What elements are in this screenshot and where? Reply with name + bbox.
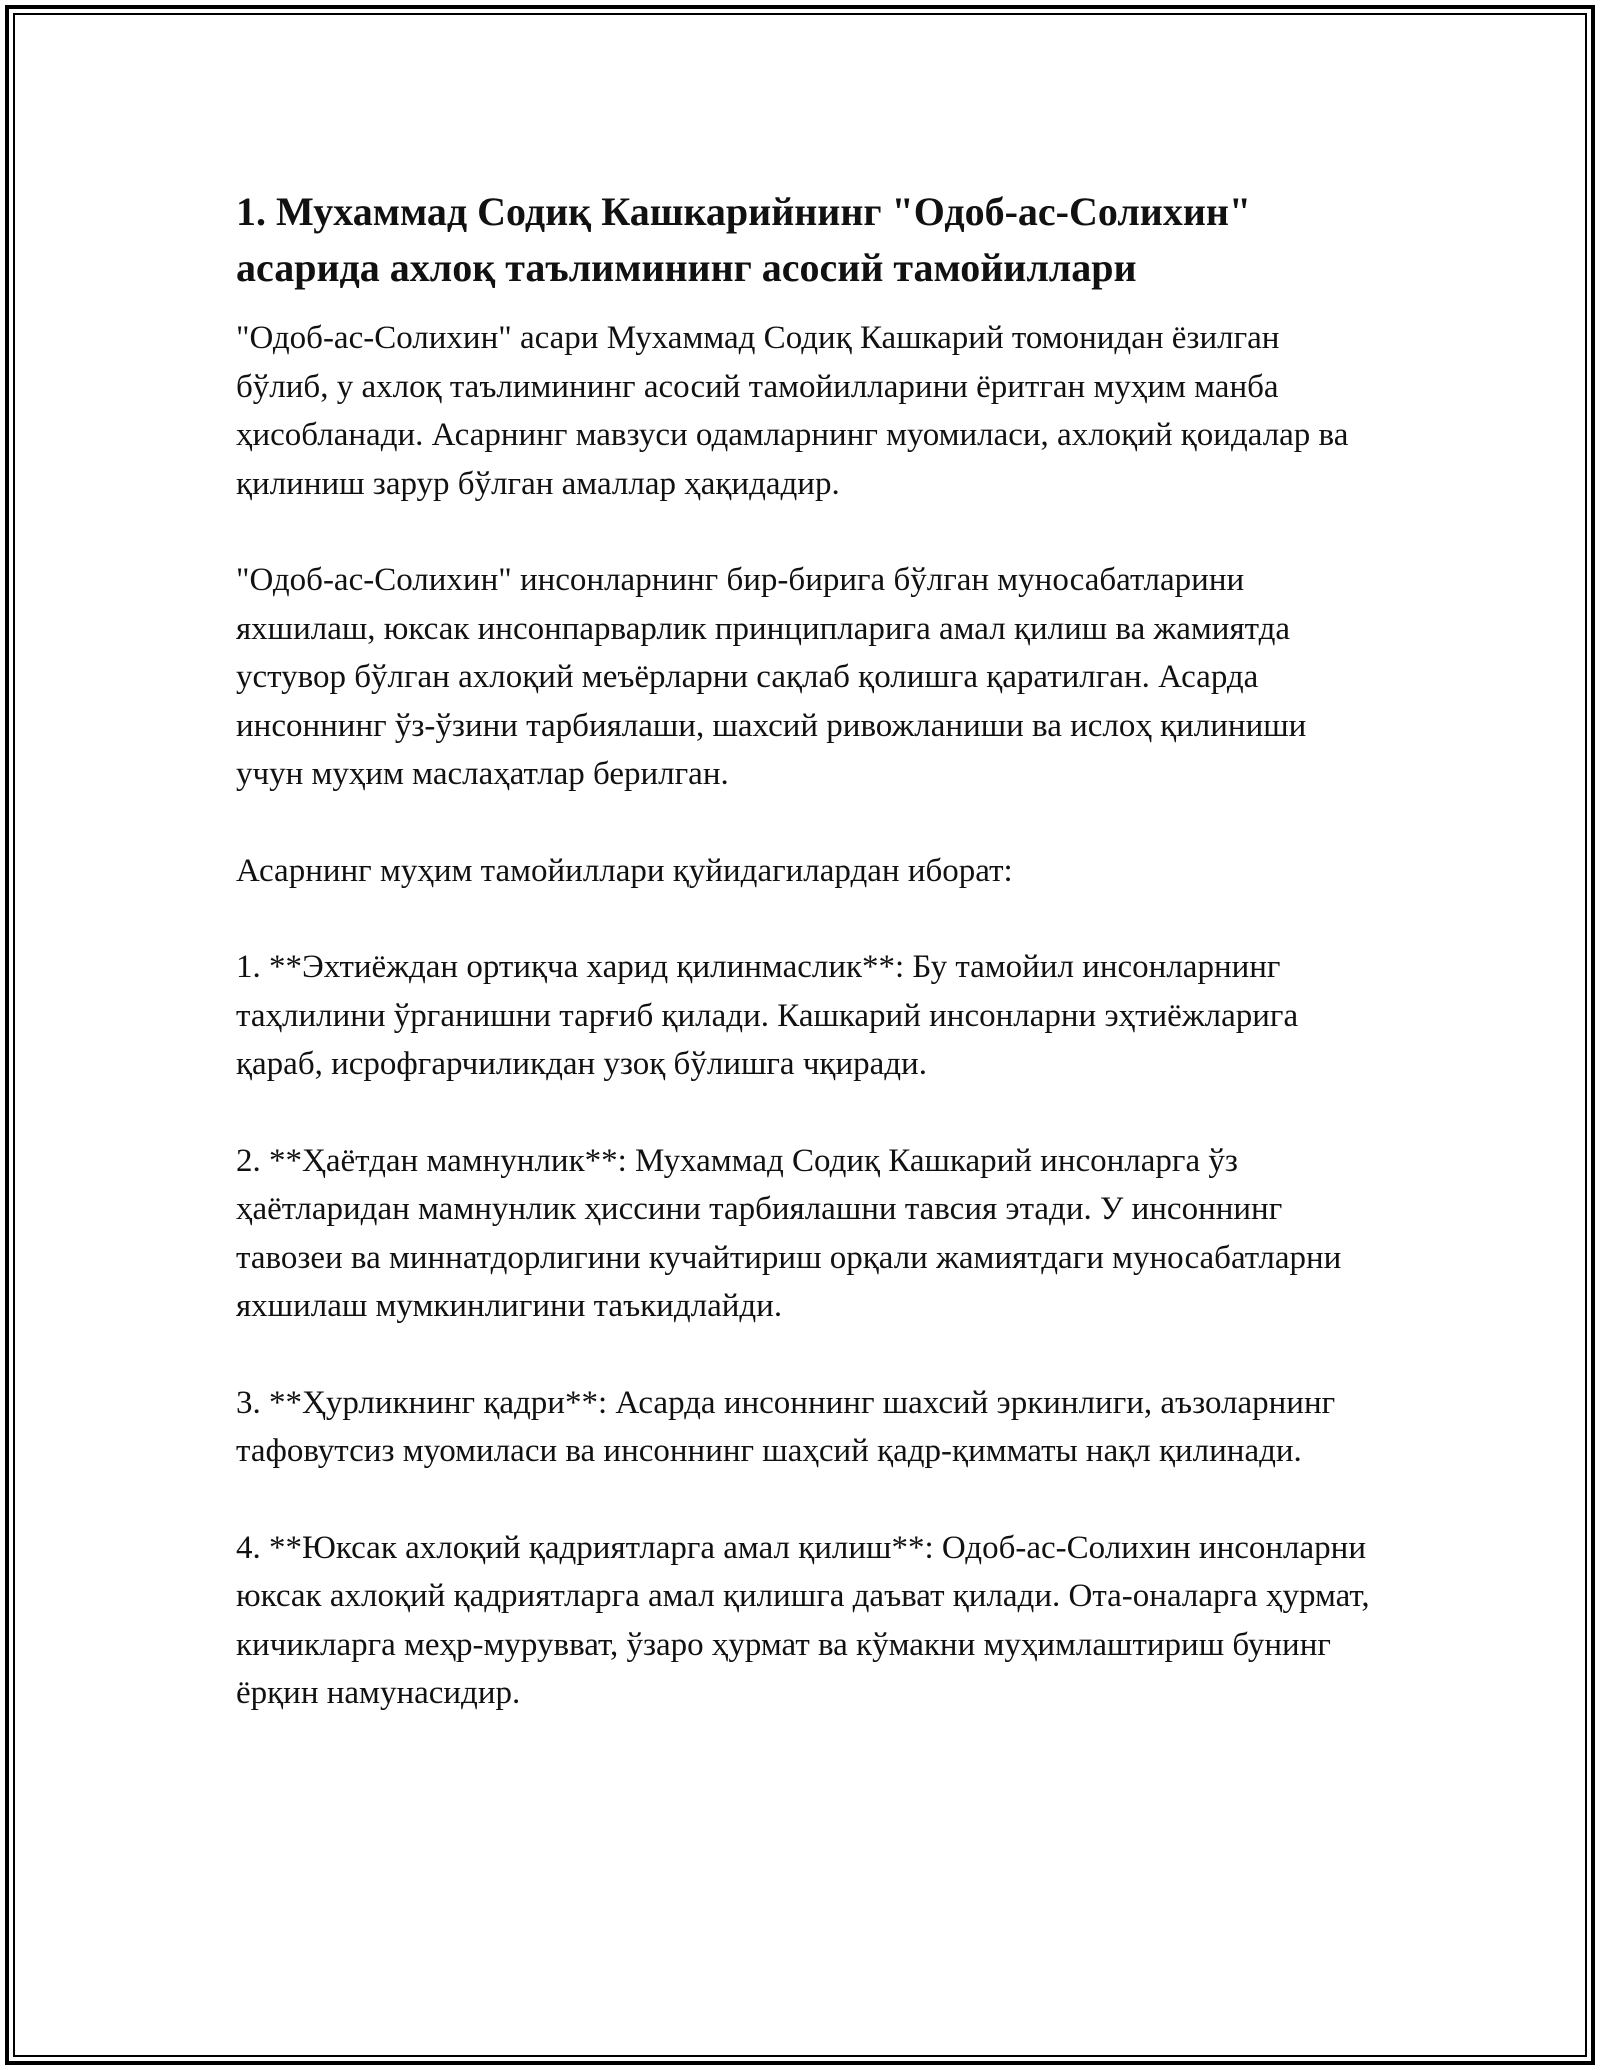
principle-item-1: 1. **Эхтиёждан ортиқча харид қилинмаслик**: Бу тамойил инсонларнинг таҳлилини ўрганишни тарғиб қилади. Кашкарий инсонларни эҳтиёжларига қараб, исрофгарчиликдан узоқ бўлишга чқиради.: [236, 949, 1299, 1082]
principle-item-2: 2. **Ҳаётдан мамнунлик**: Мухаммад Содиқ Кашкарий инсонларга ўз ҳаётларидан мамнунлик ҳиссини тарбиялашни тавсия этади. У инсоннинг тавозеи ва миннатдорлигини кучайтириш орқали жамиятдаги муносабатларни яхшилаш мумкинлигини таъкидлайди.: [236, 1142, 1342, 1324]
principle-item-4: 4. **Юксак ахлоқий қадриятларга амал қилиш**: Одоб-ас-Солихин инсонларни юксак ахлоқий қадриятларга амал қилишга даъват қилади. Ота-оналарга ҳурмат, кичикларга меҳр-мурувват, ўзаро ҳурмат ва кўмакни муҳимлаштириш бунинг ёрқин намунасидир.: [236, 1529, 1370, 1711]
principle-item-3: 3. **Ҳурликнинг қадри**: Асарда инсоннинг шахсий эркинлиги, аъзоларнинг тафовутсиз муомиласи ва инсоннинг шаҳсий қадр-қимматы нақл қилинади.: [236, 1384, 1336, 1469]
paragraph-intro: "Одоб-ас-Солихин" асари Мухаммад Содиқ Кашкарий томонидан ёзилган бўлиб, у ахлоқ таълимининг асосий тамойилларини ёритган муҳим манба ҳисобланади. Асарнинг мавзуси одамларнинг муомиласи, ахлоқий қоидалар ва қилиниш зарур бўлган амаллар ҳақидадир.: [236, 320, 1349, 502]
paragraph-purpose: "Одоб-ас-Солихин" инсонларнинг бир-бирига бўлган муносабатларини яхшилаш, юксак инсонпарварлик принципларига амал қилиш ва жамиятда устувор бўлган ахлоқий меъёрларни сақлаб қолишга қаратилган. Асарда инсоннинг ўз-ўзини тарбиялаши, шахсий ривожланиши ва ислоҳ қилиниши учун муҳим маслаҳатлар берилган.: [236, 562, 1307, 792]
document-body: [236, 184, 1376, 1718]
paragraph-principles-intro: Асарнинг муҳим тамойиллари қуйидагилардан иборат:: [236, 852, 1013, 889]
document-title: 1. Мухаммад Содиқ Кашкарийнинг "Одоб-ас-Солихин" асарида ахлоқ таълимининг асосий тамойиллари: [236, 189, 1252, 290]
